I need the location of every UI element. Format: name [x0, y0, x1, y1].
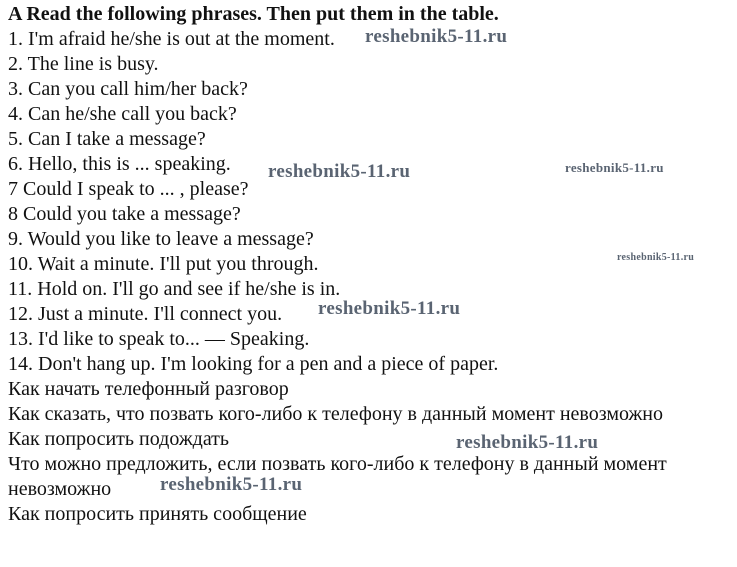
phrase-7: 7 Could I speak to ... , please?	[8, 178, 249, 200]
phrase-8: 8 Could you take a message?	[8, 203, 241, 225]
category-take-message: Как попросить принять сообщение	[8, 503, 307, 525]
phrase-12: 12. Just a minute. I'll connect you.	[8, 303, 283, 325]
phrase-11: 11. Hold on. I'll go and see if he/she is in.	[8, 278, 341, 300]
phrase-5: 5. Can I take a message?	[8, 128, 206, 150]
phrase-10: 10. Wait a minute. I'll put you through.	[8, 253, 319, 275]
phrase-9: 9. Would you like to leave a message?	[8, 228, 314, 250]
phrase-14: 14. Don't hang up. I'm looking for a pen and a piece of paper.	[8, 353, 499, 375]
watermark: reshebnik5-11.ru	[365, 26, 508, 47]
category-offer-continued: невозможно	[8, 478, 112, 500]
watermark: reshebnik5-11.ru	[456, 432, 599, 453]
phrase-13: 13. I'd like to speak to... — Speaking.	[8, 328, 310, 350]
watermark: reshebnik5-11.ru	[318, 298, 461, 319]
category-offer: Что можно предложить, если позвать кого-либо к телефону в данный момент	[8, 453, 667, 475]
exercise-title: A Read the following phrases. Then put them in the table.	[8, 3, 499, 25]
phrase-2: 2. The line is busy.	[8, 53, 159, 75]
category-start-call: Как начать телефонный разговор	[8, 378, 289, 400]
phrase-1: 1. I'm afraid he/she is out at the moment.	[8, 28, 335, 50]
phrase-4: 4. Can he/she call you back?	[8, 103, 237, 125]
watermark: reshebnik5-11.ru	[160, 474, 303, 495]
category-ask-wait: Как попросить подождать	[8, 428, 230, 450]
watermark: reshebnik5-11.ru	[268, 161, 411, 182]
watermark: reshebnik5-11.ru	[565, 160, 664, 175]
phrase-3: 3. Can you call him/her back?	[8, 78, 248, 100]
category-unavailable: Как сказать, что позвать кого-либо к телефону в данный момент невозможно	[8, 403, 663, 425]
watermark: reshebnik5-11.ru	[617, 252, 695, 263]
phrase-6: 6. Hello, this is ... speaking.	[8, 153, 231, 175]
